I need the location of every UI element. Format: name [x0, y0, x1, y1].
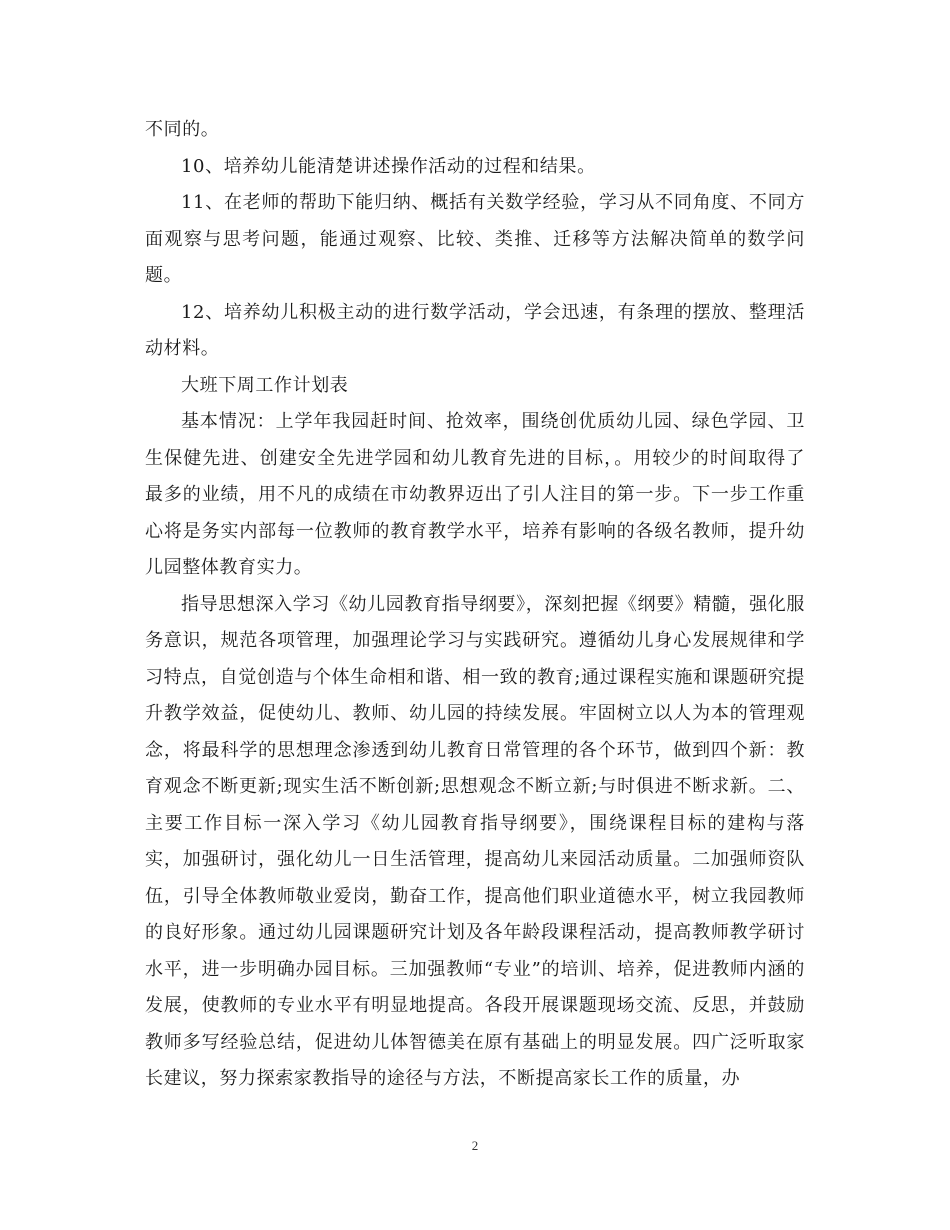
paragraph-continuation: 不同的。 [145, 119, 220, 140]
paragraph-guiding-ideology: 指导思想深入学习《幼儿园教育指导纲要》，深刻把握《纲要》精髓，强化服务意识，规范各项管理，加强理论学习与实践研究。遵循幼儿身心发展规律和学习特点，自觉创造与个体生命相和谐、相一致的教育;通过课程实施和课题研究提升教学效益，促使幼儿、教师、幼儿园的持续发展。牢固树立以人为本的管理观念，将最科学的思想理念渗透到幼儿教育日常管理的各个环节，做到四个新：教育观念不断更新;现实生活不断创新;思想观念不断立新;与时俱进不断求新。二、主要工作目标一深入学习《幼儿园教育指导纲要》，围绕课程目标的建构与落实，加强研讨，强化幼儿一日生活管理，提高幼儿来园活动质量。二加强师资队伍，引导全体教师敬业爱岗，勤奋工作，提高他们职业道德水平，树立我园教师的良好形象。通过幼儿园课题研究计划及各年龄段课程活动，提高教师教学研讨水平，进一步明确办园目标。三加强教师“专业”的培训、培养，促进教师内涵的发展，使教师的专业水平有明显地提高。各段开展课题现场交流、反思，并鼓励教师多写经验总结，促进幼儿体智德美在原有基础上的明显发展。四广泛听取家长建议，努力探索家教指导的途径与方法，不断提高家长工作的质量，办 [145, 593, 805, 1089]
paragraph-basic-situation: 基本情况：上学年我园赶时间、抢效率，围绕创优质幼儿园、绿色学园、卫生保健先进、创建安全先进学园和幼儿教育先进的目标，。用较少的时间取得了最多的业绩，用不凡的成绩在市幼教界迈出了引人注目的第一步。下一步工作重心将是务实内部每一位教师的教育教学水平，培养有影响的各级名教师，提升幼儿园整体教育实力。 [145, 411, 805, 578]
paragraph-item-12: 12、培养幼儿积极主动的进行数学活动，学会迅速，有条理的摆放、整理活动材料。 [145, 301, 805, 359]
paragraph-item-10: 10、培养幼儿能清楚讲述操作活动的过程和结果。 [181, 155, 596, 177]
document-body [145, 112, 805, 1098]
page-number: 2 [471, 1138, 479, 1153]
section-heading: 大班下周工作计划表 [181, 374, 349, 396]
paragraph-item-11: 11、在老师的帮助下能归纳、概括有关数学经验，学习从不同角度、不同方面观察与思考问题，能通过观察、比较、类推、迁移等方法解决简单的数学问题。 [145, 192, 805, 286]
